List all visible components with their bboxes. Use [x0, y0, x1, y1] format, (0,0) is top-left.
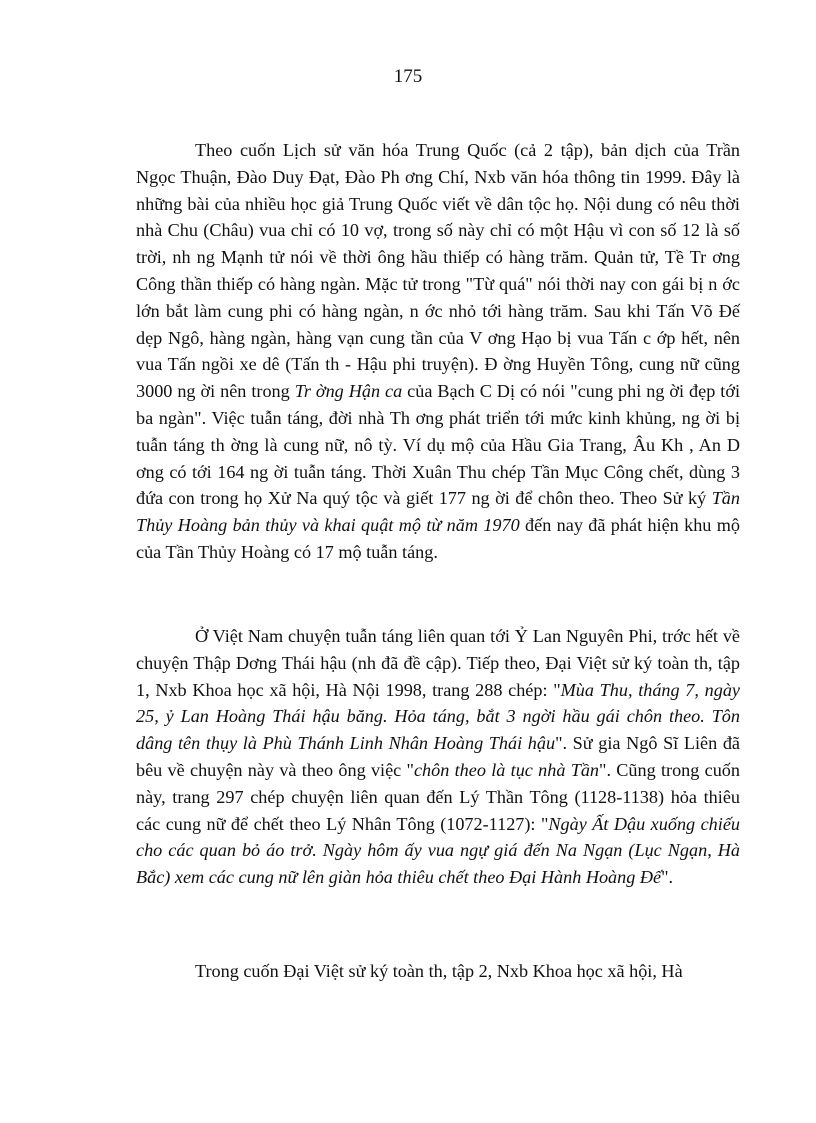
text-run: Ở Việt Nam chuyện tuẫn táng liên quan tới Ỷ Lan Nguyên Phi, trớc hết về chuyện Thập Dơng Thái hậu (nh đã đề cập). Tiếp theo, Đại Việt sử ký toàn th, tập 1, Nxb Khoa học xã hội, Hà Nội 1998, trang 288 chép: ": [136, 626, 740, 700]
text-run: của Bạch C Dị có nói "cung phi ng ời đẹp tới ba ngàn". Việc tuẫn táng, đời nhà Th ơng phát triển tới mức kinh khủng, ng ời bị tuẫn táng th ờng là cung nữ, nô tỳ. Ví dụ mộ của Hầu Gia Trang, Âu Kh , An D ơng có tới 164 ng ời tuẫn táng. Thời Xuân Thu chép Tần Mục Công chết, dùng 3 đứa con trong họ Xử Na quý tộc và giết 177 ng ời để chôn theo. Theo Sử ký: [136, 381, 740, 509]
italic-quote: Ngày Ất Dậu xuống chiếu cho các quan bỏ áo trở. Ngày hôm ấy vua ngự giá đến Na Ngạn (Lục Ngạn, Hà Bắc) xem các cung nữ lên giàn hỏa thiêu chết theo Đại Hành Hoàng Đế: [136, 813, 740, 888]
paragraph-2-text: [136, 623, 740, 891]
paragraph-1: [136, 137, 740, 566]
text-run: ".: [661, 867, 674, 888]
text-run: Trong cuốn Đại Việt sử ký toàn th, tập 2, Nxb Khoa học xã hội, Hà: [195, 961, 683, 981]
text-run: đến nay đã phát hiện khu mộ của Tần Thủy Hoàng có 17 mộ tuẫn táng.: [136, 515, 740, 562]
paragraph-3: [136, 958, 740, 985]
paragraph-2: [136, 623, 740, 891]
italic-quote: chôn theo là tục nhà Tần: [413, 759, 600, 780]
text-run: ". Sử gia Ngô Sĩ Liên đã bêu về chuyện này và theo ông việc ": [136, 733, 740, 780]
paragraph-1-text: [136, 137, 740, 566]
text-run: Theo cuốn Lịch sử văn hóa Trung Quốc (cả 2 tập), bản dịch của Trần Ngọc Thuận, Đào Duy Đạt, Đào Ph ơng Chí, Nxb văn hóa thông tin 1999. Đây là những bài của nhiều học giả Trung Quốc viết về dân tộc họ. Nội dung có nêu thời nhà Chu (Châu) vua chỉ có 10 vợ, trong số này chỉ có một Hậu vì con số 12 là số trời, nh ng Mạnh tử nói về thời ông hầu thiếp có hàng trăm. Quản tử, Tề Tr ơng Công thần thiếp có hàng ngàn. Mặc tử trong "Từ quá" nói thời nay con gái bị n ớc lớn bắt làm cung phi có hàng ngàn, n ớc nhỏ tới hàng trăm. Sau khi Tấn Võ Đế dẹp Ngô, hàng ngàn, hàng vạn cung tần của V ơng Hạo bị vua Tấn c ớp hết, nên vua Tấn ngồi xe dê (Tấn th - Hậu phi truyện). Đ ờng Huyền Tông, cung nữ cũng 3000 ng ời nên trong: [136, 140, 740, 402]
italic-quote: Mùa Thu, tháng 7, ngày 25, ỷ Lan Hoàng Thái hậu băng. Hỏa táng, bắt 3 ngời hầu gái chôn theo. Tôn dâng tên thụy là Phù Thánh Linh Nhân Hoàng Thái hậu: [136, 679, 740, 754]
text-run: ". Cũng trong cuốn này, trang 297 chép chuyện liên quan đến Lý Thần Tông (1128-1138) hỏa thiêu các cung nữ để chết theo Lý Nhân Tông (1072-1127): ": [136, 759, 740, 834]
page-number: 175: [393, 66, 423, 87]
italic-title: Tr ờng Hận ca: [294, 381, 403, 402]
italic-title: Tần Thủy Hoàng bản thủy và khai quật mộ từ năm 1970: [136, 488, 740, 536]
paragraph-3-text: [136, 958, 740, 985]
